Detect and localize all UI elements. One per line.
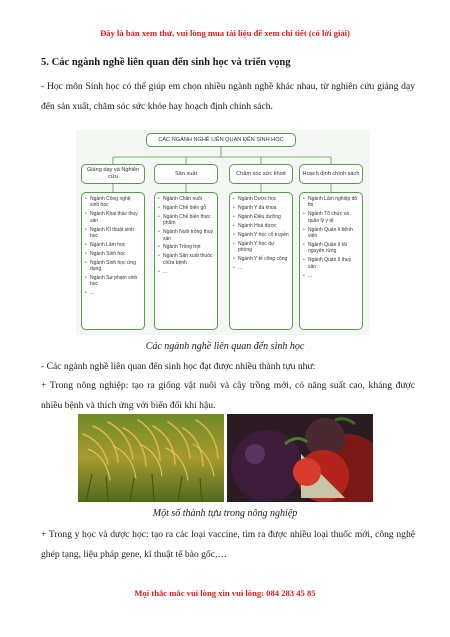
careers-diagram	[76, 130, 370, 335]
list-item: • Ngành Khai thác thuỷ sản	[85, 211, 141, 224]
diagram-caption: Các ngành nghề liên quan đến sinh học	[145, 341, 305, 352]
list-item: • Ngành Quản lí bệnh viện	[303, 227, 359, 240]
intro-paragraph: - Học môn Sinh học có thể giúp em chọn nhiều ngành nghề khác nhau, từ nghiên cứu giảng dạy đến sản xuất, chăm sóc sức khỏe hay hoạch định chính sách.	[41, 81, 415, 112]
list-item: • Ngành Chế biến gỗ	[158, 205, 214, 211]
category-production: Sản xuất	[154, 164, 218, 184]
list-item: • Ngành Sư phạm sinh học	[85, 275, 141, 288]
list-item: • Ngành Công nghệ sinh học	[85, 196, 141, 209]
category-teaching: Giảng dạy và Nghiên cứu	[81, 164, 145, 184]
section-heading: 5. Các ngành nghề liên quan đến sinh học và triển vọng	[41, 57, 291, 68]
list-item: • Ngành Y đa khoa	[233, 205, 289, 211]
list-item: • Ngành Dược học	[233, 196, 289, 202]
list-item: • Ngành Quản lí thuỷ sản	[303, 257, 359, 270]
diagram-root: CÁC NGÀNH NGHỀ LIÊN QUAN ĐẾN SINH HỌC	[146, 133, 296, 147]
agriculture-paragraph: + Trong nông nghiệp: tạo ra giống vật nuôi và cây trồng mới, có năng suất cao, kháng được nhiều bệnh và thích ứng với biến đổi khí hậu.	[41, 380, 415, 411]
list-item: • Ngành Tổ chức và quản lý y tế	[303, 211, 359, 224]
list-item: • Ngành Sinh học ứng dụng	[85, 260, 141, 273]
list-production	[154, 192, 218, 330]
list-item: • Ngành Nuôi trồng thuỷ sản	[158, 229, 214, 242]
contact-banner: Mọi thắc mắc vui lòng xin vui lòng: 084 283 45 85	[134, 588, 316, 598]
list-healthcare	[229, 192, 293, 330]
category-healthcare: Chăm sóc sức khoẻ	[229, 164, 293, 184]
list-item: • ...	[85, 290, 141, 296]
list-item: • Ngành Chế biến thực phẩm	[158, 214, 214, 227]
tomatoes-photo	[227, 414, 373, 502]
list-item: • Ngành Quản lí tài nguyên rừng	[303, 242, 359, 255]
list-teaching	[81, 192, 145, 330]
list-item: • ...	[233, 265, 289, 271]
category-policy: Hoạch định chính sách	[299, 164, 363, 184]
preview-banner: Đây là bản xem thử, vui lòng mua tài liệu để xem chi tiết (có lời giải)	[100, 28, 350, 38]
list-item: • Ngành Sản xuất thuốc chữa bệnh	[158, 253, 214, 266]
list-item: • Ngành Y học dự phòng	[233, 241, 289, 254]
medicine-paragraph: + Trong y học và dược học: tạo ra các loại vaccine, tìm ra được nhiều loại thuốc mới, công nghệ ghép tạng, liệu pháp gene, kĩ thuật tế bào gốc,…	[41, 529, 415, 560]
list-item: • ...	[158, 269, 214, 275]
rice-field-photo	[78, 414, 224, 502]
list-item: • ...	[303, 273, 359, 279]
list-item: • Ngành Sinh học	[85, 251, 141, 257]
photo-caption: Một số thành tựu trong nông nghiệp	[152, 508, 298, 519]
list-item: • Ngành Kĩ thuật sinh học	[85, 227, 141, 240]
list-item: • Ngành Hoá dược	[233, 223, 289, 229]
list-item: • Ngành Chăn nuôi	[158, 196, 214, 202]
list-policy	[299, 192, 363, 330]
list-item: • Ngành Y tế công cộng	[233, 256, 289, 262]
list-item: • Ngành Lâm nghiệp đô thị	[303, 196, 359, 209]
list-item: • Ngành Lâm học	[85, 242, 141, 248]
list-item: • Ngành Điều dưỡng	[233, 214, 289, 220]
list-item: • Ngành Y học cổ truyền	[233, 232, 289, 238]
list-item: • Ngành Trồng trọt	[158, 244, 214, 250]
achievements-intro: - Các ngành nghề liên quan đến sinh học đạt được nhiều thành tựu như:	[41, 361, 316, 372]
